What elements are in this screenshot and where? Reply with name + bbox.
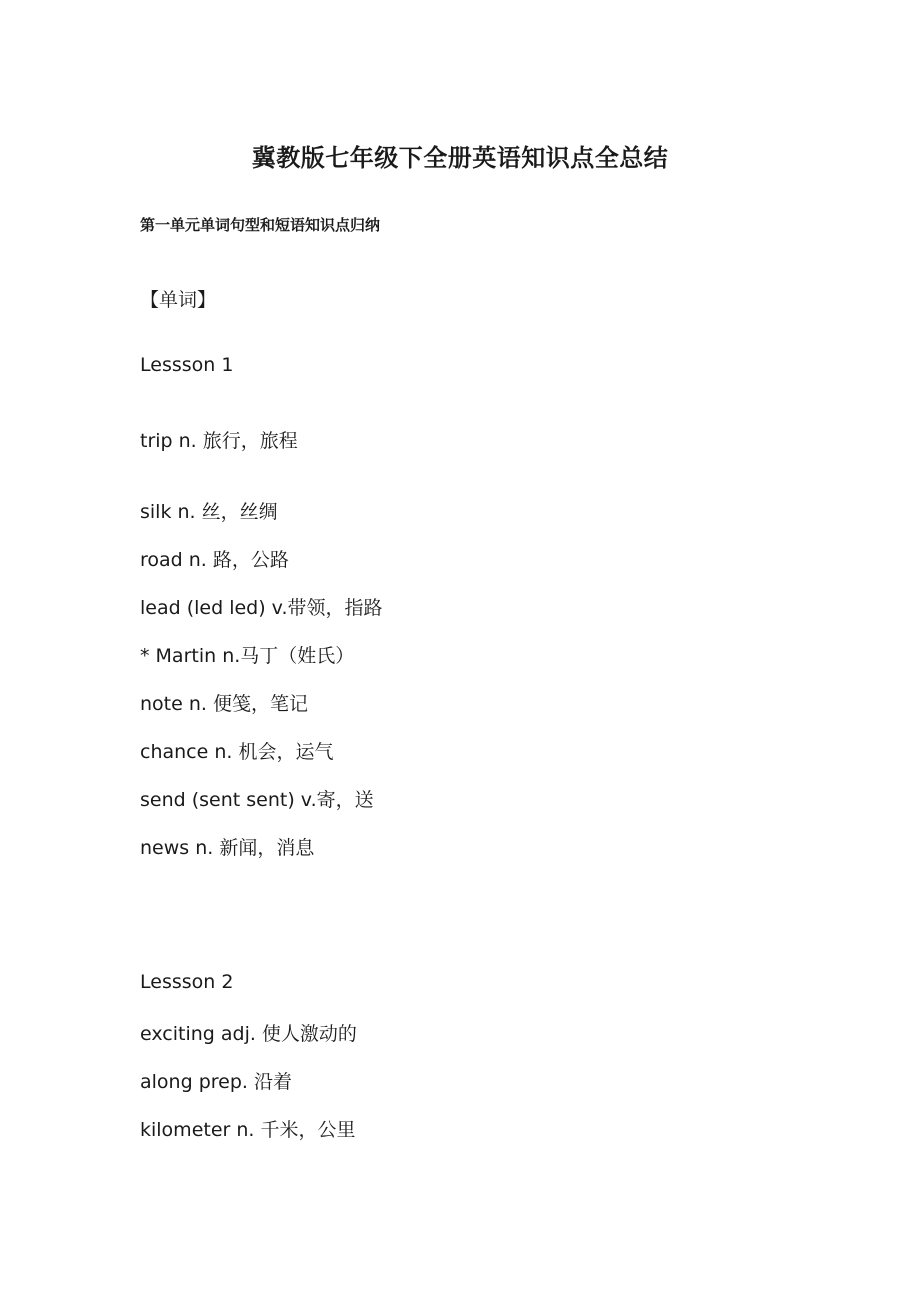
vocab-entry: chance n. 机会，运气 (140, 741, 334, 763)
lesson-1-heading: Lessson 1 (140, 354, 234, 376)
vocab-entry: along prep. 沿着 (140, 1071, 292, 1093)
vocab-entry: kilometer n. 千米，公里 (140, 1119, 356, 1141)
vocab-entry: road n. 路，公路 (140, 549, 289, 571)
vocab-entry: * Martin n.马丁（姓氏） (140, 645, 355, 667)
vocab-entry: silk n. 丝，丝绸 (140, 501, 278, 523)
section-heading: 第一单元单词句型和短语知识点归纳 (140, 216, 381, 234)
vocab-entry: news n. 新闻，消息 (140, 837, 315, 859)
vocab-entry: trip n. 旅行，旅程 (140, 430, 298, 452)
vocab-entry: lead (led led) v.带领，指路 (140, 597, 383, 619)
lesson-2-heading: Lessson 2 (140, 971, 234, 993)
vocabulary-label: 【单词】 (140, 289, 217, 311)
vocab-entry: send (sent sent) v.寄，送 (140, 789, 374, 811)
vocab-entry: note n. 便笺，笔记 (140, 693, 308, 715)
vocab-entry: exciting adj. 使人激动的 (140, 1023, 357, 1045)
document-title: 冀教版七年级下全册英语知识点全总结 (251, 144, 669, 172)
